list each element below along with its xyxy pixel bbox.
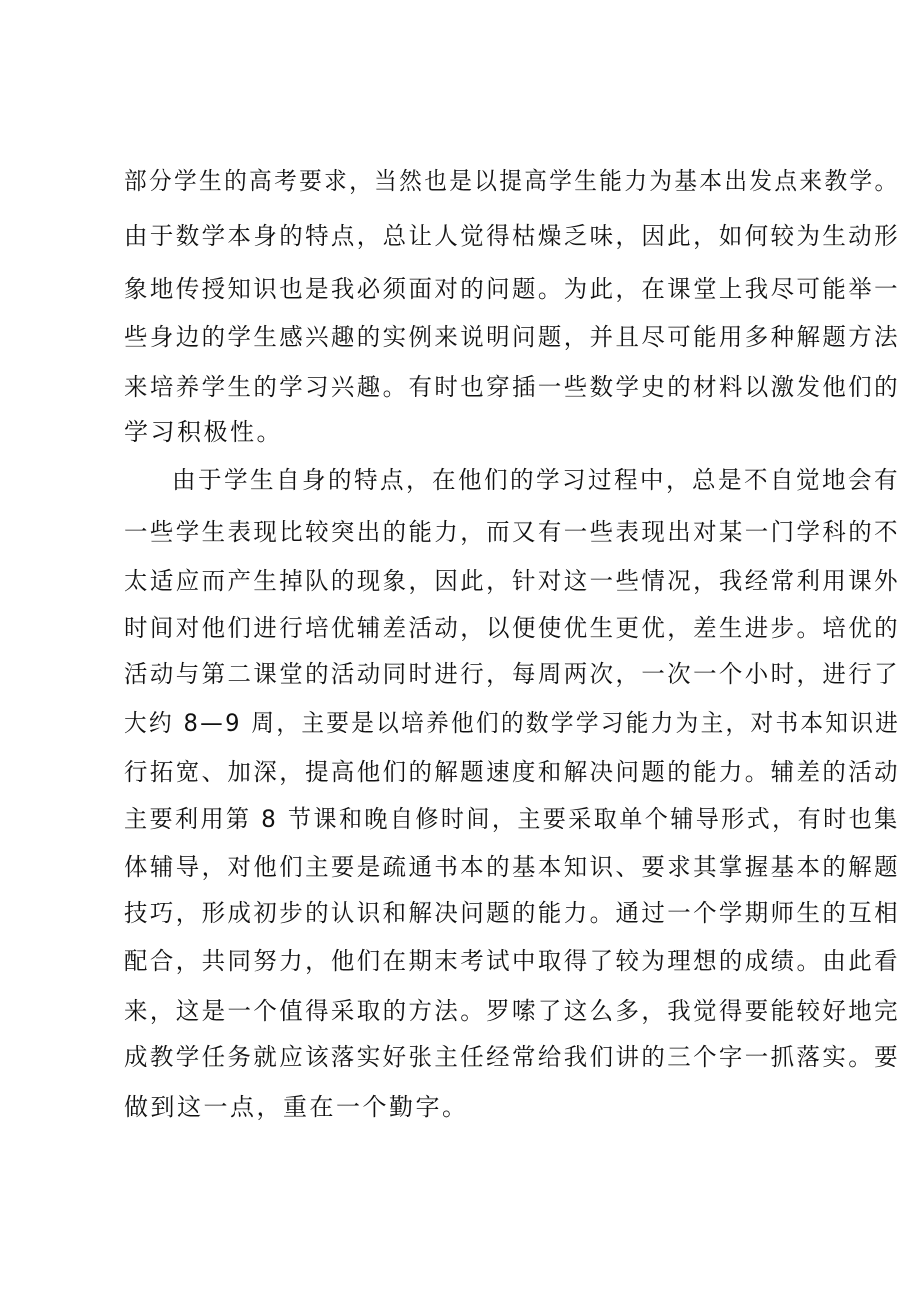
paragraph-2-line-3: 太适应而产生掉队的现象，因此，针对这一些情况，我经常利用课外	[124, 567, 900, 595]
paragraph-1-line-5: 来培养学生的学习兴趣。有时也穿插一些数学史的材料以激发他们的	[124, 373, 900, 401]
paragraph-2-line-14: 做到这一点，重在一个勤字。	[124, 1093, 469, 1121]
paragraph-2-line-10: 技巧，形成初步的认识和解决问题的能力。通过一个学期师生的互相	[124, 899, 900, 927]
paragraph-2-line-12: 来，这是一个值得采取的方法。罗嗦了这么多，我觉得要能较好地完	[124, 997, 900, 1025]
paragraph-2-line-13: 成教学任务就应该落实好张主任经常给我们讲的三个字一抓落实。要	[124, 1043, 900, 1071]
paragraph-2-line-11: 配合，共同努力，他们在期末考试中取得了较为理想的成绩。由此看	[124, 947, 900, 975]
paragraph-1-line-2: 由于数学本身的特点，总让人觉得枯燥乏味，因此，如何较为生动形	[124, 222, 900, 250]
paragraph-2-line-8: 主要利用第 8 节课和晚自修时间，主要采取单个辅导形式，有时也集	[124, 805, 900, 833]
paragraph-2-line-6: 大约 8—9 周，主要是以培养他们的数学学习能力为主，对书本知识进	[124, 709, 901, 737]
paragraph-2-line-2: 一些学生表现比较突出的能力，而又有一些表现出对某一门学科的不	[124, 518, 900, 546]
paragraph-2-line-5: 活动与第二课堂的活动同时进行，每周两次，一次一个小时，进行了	[124, 660, 900, 688]
paragraph-2-line-7: 行拓宽、加深，提高他们的解题速度和解决问题的能力。辅差的活动	[124, 758, 900, 786]
paragraph-1-line-3: 象地传授知识也是我必须面对的问题。为此，在课堂上我尽可能举一	[124, 275, 900, 303]
paragraph-2-line-4: 时间对他们进行培优辅差活动，以便使优生更优，差生进步。培优的	[124, 614, 900, 642]
paragraph-1-line-4: 些身边的学生感兴趣的实例来说明问题，并且尽可能用多种解题方法	[124, 323, 900, 351]
paragraph-1-line-1: 部分学生的高考要求，当然也是以提高学生能力为基本出发点来教学。	[124, 167, 900, 195]
paragraph-1-line-6: 学习积极性。	[124, 418, 283, 446]
paragraph-2-line-9: 体辅导，对他们主要是疏通书本的基本知识、要求其掌握基本的解题	[124, 853, 900, 881]
paragraph-2-line-1: 由于学生自身的特点，在他们的学习过程中，总是不自觉地会有	[172, 466, 900, 494]
